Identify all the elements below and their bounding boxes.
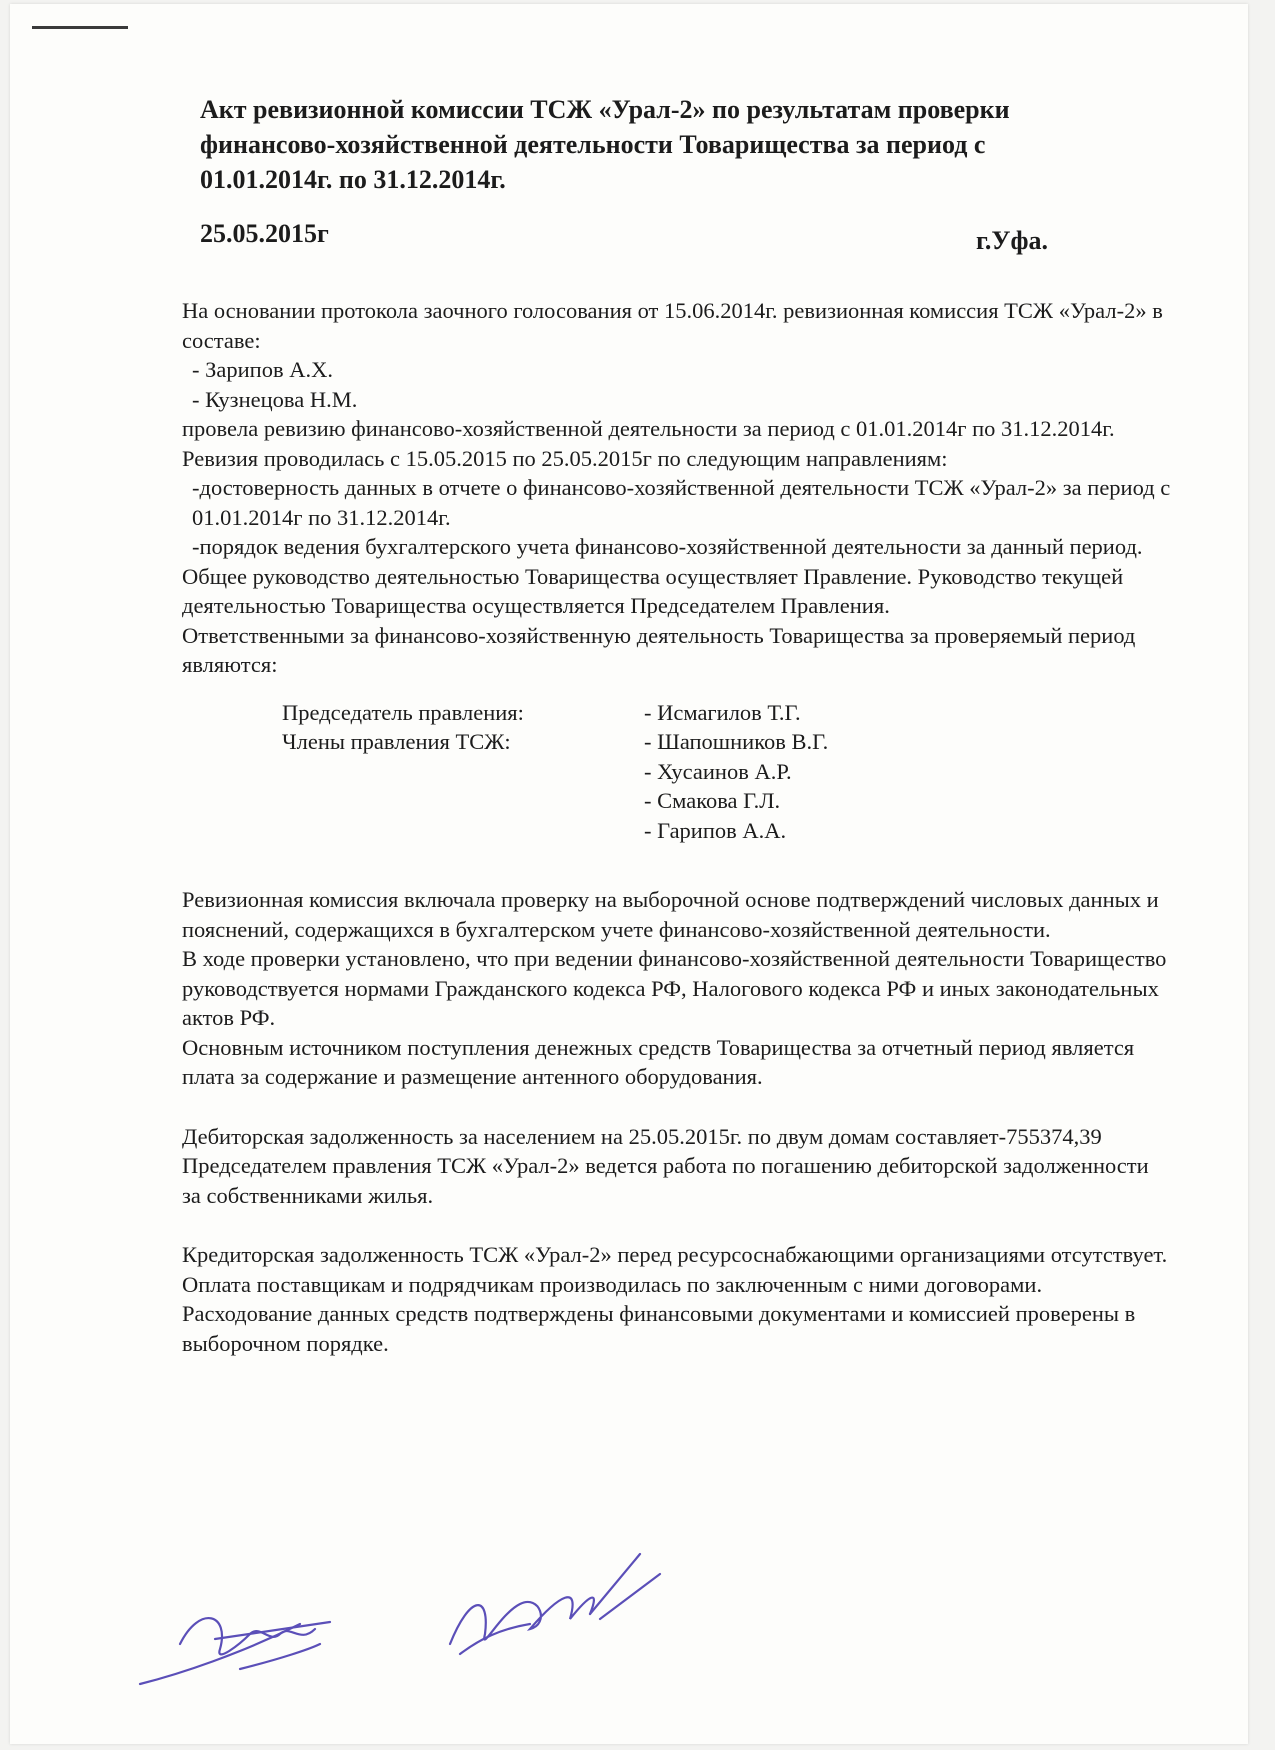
legal-basis-paragraph: В ходе проверки установлено, что при ведении финансово-хозяйственной деятельности Товарищество руководствуется нормами Гражданского кодекса РФ, Налогового кодекса РФ и иных законодательных актов РФ. — [182, 946, 1167, 1030]
signatures — [120, 1534, 720, 1714]
board-member-name: - Смакова Г.Л. — [644, 788, 781, 813]
document-body — [182, 296, 1172, 1358]
debt-work-paragraph: Председателем правления ТСЖ «Урал-2» ведется работа по погашению дебиторской задолженности за собственниками жилья. — [182, 1153, 1149, 1208]
audit-period-paragraph: провела ревизию финансово-хозяйственной деятельности за период с 01.01.2014г по 31.12.2014г. — [182, 416, 1115, 441]
chair-label: Председатель правления: — [282, 699, 524, 725]
board-members-label: Члены правления ТСЖ: — [282, 729, 511, 754]
board-member-name: - Шапошников В.Г. — [644, 729, 829, 754]
payables-paragraph: Кредиторская задолженность ТСЖ «Урал-2» перед ресурсоснабжающими организациями отсутствует. — [182, 1242, 1168, 1267]
verification-paragraph: Ревизионная комиссия включала проверку на выборочной основе подтверждений числовых данных и пояснений, содержащихся в бухгалтерском учете финансово-хозяйственной деятельности. — [182, 887, 1159, 942]
commission-member: - Кузнецова Н.М. — [192, 386, 358, 412]
audit-direction: -порядок ведения бухгалтерского учета финансово-хозяйственной деятельности за данный период. — [192, 534, 1143, 559]
document-date: 25.05.2015г — [200, 219, 329, 248]
board-member-name: - Гарипов А.А. — [644, 817, 787, 843]
management-paragraph: Общее руководство деятельностью Товарищества осуществляет Правление. Руководство текущей деятельностью Товарищества осуществляется Председателем Правления. — [182, 563, 1124, 618]
board-list — [282, 698, 1172, 846]
commission-member: - Зарипов А.Х. — [192, 357, 333, 382]
document-page — [10, 4, 1248, 1744]
signature-left — [140, 1618, 330, 1684]
payments-paragraph: Оплата поставщикам и подрядчикам производилась по заключенным с ними договорами. Расходование данных средств подтверждены финансовыми документами и комиссией проверены в выборочном порядке. — [182, 1271, 1136, 1356]
document-city: г.Уфа. — [976, 226, 1048, 255]
board-member-name: - Хусаинов А.Р. — [644, 758, 792, 784]
chair-name: - Исмагилов Т.Г. — [644, 699, 801, 725]
audit-direction: -достоверность данных в отчете о финансово-хозяйственной деятельности ТСЖ «Урал-2» за период с 01.01.2014г по 31.12.2014г. — [192, 475, 1171, 530]
intro-paragraph: На основании протокола заочного голосования от 15.06.2014г. ревизионная комиссия ТСЖ «Урал-2» в составе: — [182, 298, 1163, 353]
income-source-paragraph: Основным источником поступления денежных средств Товарищества за отчетный период является плата за содержание и размещение антенного оборудования. — [182, 1034, 1135, 1089]
document-title: Акт ревизионной комиссии ТСЖ «Урал-2» по результатам проверки финансово-хозяйственной деятельности Товарищества за период с 01.01.2014г. по 31.12.2014г. — [200, 95, 1010, 194]
scan-corner-mark — [32, 26, 128, 29]
responsible-intro: Ответственными за финансово-хозяйственную деятельность Товарищества за проверяемый период являются: — [182, 622, 1136, 677]
receivables-paragraph: Дебиторская задолженность за населением на 25.05.2015г. по двум домам составляет-755374,39 — [182, 1123, 1102, 1149]
signature-right — [450, 1554, 660, 1654]
audit-dates-paragraph: Ревизия проводилась с 15.05.2015 по 25.05.2015г по следующим направлениям: — [182, 445, 948, 471]
